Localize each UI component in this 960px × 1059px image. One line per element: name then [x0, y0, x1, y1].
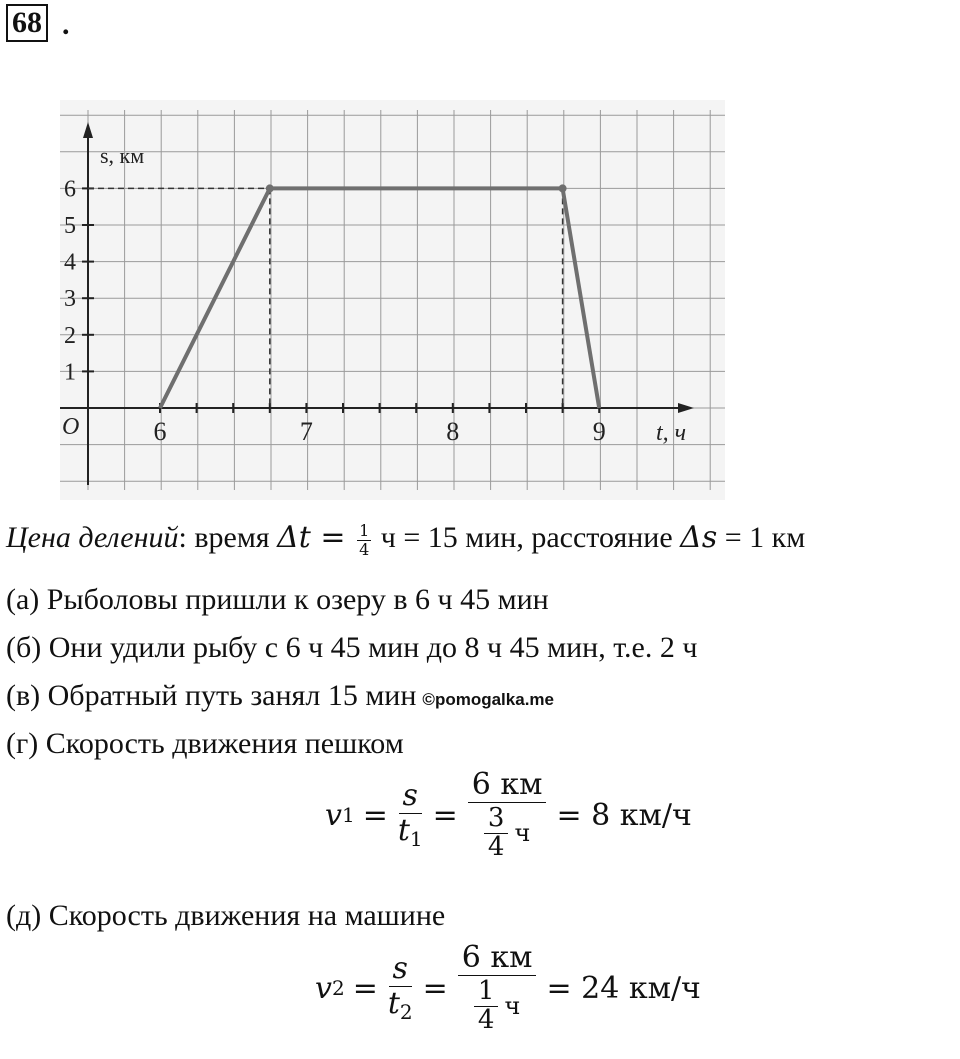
scale-part3: = 1 км	[717, 521, 806, 554]
delta-s: Δs	[680, 520, 718, 555]
formula2-t: t	[387, 986, 400, 1021]
fraction-denominator: 4	[359, 539, 370, 559]
scale-part2: ч = 15 мин, расстояние	[373, 521, 681, 554]
formula2-inner-fraction	[474, 978, 499, 1033]
formula1-result: = 8 км/ч	[556, 797, 692, 833]
problem-number	[6, 4, 48, 42]
watermark: ©pomogalka.me	[422, 690, 554, 709]
formula1-unit: ч	[514, 818, 531, 847]
formula2-s: s	[389, 954, 412, 987]
data-point	[266, 184, 274, 192]
formula-walking-speed: v 1 = $\frac{s}{t_1}$ = 6 км $\frac{3}{4}$ ч = 8 км/ч	[325, 767, 692, 862]
y-tick-label: 5	[64, 213, 76, 239]
formula1-s-over-t	[397, 778, 423, 851]
formula1-main-fraction	[468, 767, 547, 862]
formula2-unit: ч	[504, 991, 521, 1020]
formula1-t: t	[397, 813, 410, 848]
formula2-v: v	[315, 970, 332, 1006]
scale-line	[6, 520, 805, 558]
delta-t: Δt	[277, 520, 311, 555]
problem-number-text: 68	[12, 6, 42, 39]
distance-time-chart	[60, 100, 725, 500]
formula1-inner-den: 4	[487, 832, 505, 862]
problem-number-dot: .	[62, 8, 70, 41]
answer-g: (г) Скорость движения пешком	[6, 727, 404, 760]
answer-b: (б) Они удили рыбу с 6 ч 45 мин до 8 ч 45 мин, т.е. 2 ч	[6, 631, 698, 664]
y-tick-label: 2	[64, 322, 76, 349]
formula2-inner-num: 1	[474, 978, 499, 1007]
x-axis-label: t, ч	[656, 420, 687, 446]
answer-a: (а) Рыболовы пришли к озеру в 6 ч 45 мин	[6, 583, 549, 616]
formula1-s: s	[399, 781, 422, 814]
data-point	[559, 184, 567, 192]
y-tick-label: 3	[64, 286, 76, 313]
formula1-inner-fraction	[484, 805, 509, 860]
formula2-v-sub: 2	[331, 976, 345, 1000]
eq-sign: =	[310, 520, 356, 555]
y-tick-label: 6	[64, 176, 76, 203]
fraction-numerator: 1	[359, 520, 370, 540]
formula1-v-sub: 1	[341, 803, 355, 827]
scale-label: Цена делений	[6, 521, 179, 554]
x-tick-label: 9	[592, 417, 606, 446]
x-tick-label: 7	[299, 417, 313, 446]
formula2-inner-den: 4	[477, 1005, 495, 1035]
y-tick-label: 4	[64, 249, 76, 276]
answer-v-text: (в) Обратный путь занял 15 мин	[6, 679, 417, 712]
scale-part1: : время	[178, 521, 278, 554]
formula2-t-sub: 2	[399, 1000, 413, 1024]
answer-v	[6, 678, 554, 718]
y-axis-label: s, км	[100, 143, 145, 168]
answer-d: (д) Скорость движения на машине	[6, 899, 446, 932]
formula2-numerator: 6 км	[458, 943, 537, 976]
quarter-fraction	[357, 520, 371, 559]
x-tick-label: 6	[153, 417, 167, 446]
formula1-inner-num: 3	[484, 805, 509, 834]
x-tick-label: 8	[446, 417, 460, 446]
formula2-main-fraction	[458, 940, 537, 1035]
formula1-t-sub: 1	[409, 827, 423, 851]
formula1-numerator: 6 км	[468, 770, 547, 803]
y-tick-label: 1	[64, 359, 76, 386]
formula2-s-over-t	[387, 951, 413, 1024]
formula2-result: = 24 км/ч	[546, 970, 701, 1006]
formula-car-speed: v 2 = $\frac{s}{t_2}$ = 6 км $\frac{1}{4}$ ч = 24 км/ч	[315, 940, 701, 1035]
origin-label: O	[62, 414, 80, 440]
formula1-v: v	[325, 797, 342, 833]
